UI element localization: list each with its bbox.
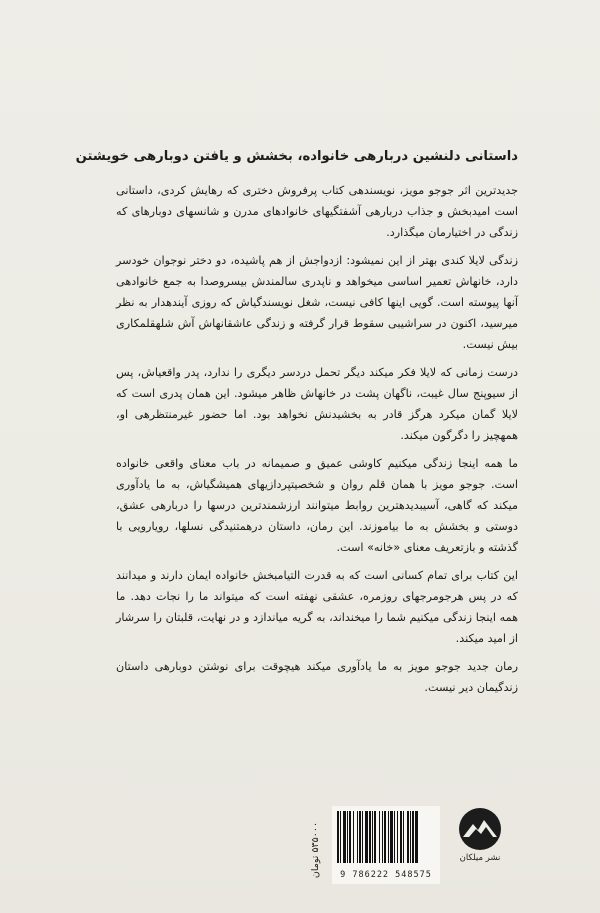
mountain-logo-icon [458, 807, 502, 851]
barcode-bars-icon [335, 809, 437, 865]
blurb-paragraph-4: ما همه اینجا زندگی میکنیم کاوشی عمیق و صمیمانه در باب معنای واقعی خانواده است. جوجو مویز با همان قلم روان و شخصیتپردازیهای همیشگیاش، به ما یادآوری میکند که گاهی، آسیبدیدهترین روابط میتوانند ارزشمندترین درسها را دربارهی عشق، دوستی و بخشش به ما بیاموزند. این رمان، داستان درهمتنیدگی نسلها، رویارویی با گذشته و بازتعریف معنای «خانه» است. [116, 457, 518, 554]
blurb-paragraph-5: این کتاب برای تمام کسانی است که به قدرت التیامبخش خانواده ایمان دارند و میدانند که در پس هرجومرجهای روزمره، عشقی نهفته است که میتواند ما را نجات دهد. ما همه اینجا زندگی میکنیم شما را میخنداند، به گریه میاندازد و در نهایت، قلبتان را سرشار از امید میکند. [116, 569, 518, 645]
blurb-paragraph-6: رمان جدید جوجو مویز به ما یادآوری میکند هیچوقت برای نوشتن دوبارهی داستان زندگیمان دیر نیست. [116, 660, 518, 694]
blurb [75, 148, 518, 705]
publisher-label: نشر میلکان [459, 853, 501, 863]
price: ۵۳۵۰۰۰ تومان [310, 821, 321, 879]
barcode [332, 806, 440, 884]
blurb-paragraph-2: زندگی لایلا کندی بهتر از این نمیشود: ازدواجش از هم پاشیده، دو دختر نوجوان خودسر دارد، خانهاش تعمیر اساسی میخواهد و ناپدری سالمندش بیسروصدا به جمع خانوادهی آنها پیوسته است. گویی اینها کافی نیست، شغل نویسندگیاش که روزی آیندهدار به نظر میرسید، اکنون در سراشیبی سقوط قرار گرفته و زندگی عاشقانهاش آش شلهقلمکاری بیش نیست. [116, 254, 518, 351]
barcode-number: 9 786222 548575 [340, 870, 432, 880]
headline: داستانی دلنشین دربارهی خانواده، بخشش و یافتن دوبارهی خویشتن [75, 149, 518, 164]
blurb-paragraph-3: درست زمانی که لایلا فکر میکند دیگر تحمل دردسر دیگری را ندارد، پدر واقعیاش، پس از سیوپنج سال غیبت، ناگهان پشت در خانهاش ظاهر میشود. این همان پدری است که لایلا گمان میکرد هرگز قادر به بخشیدنش نخواهد بود. اما حضور غیرمنتظرهی او، همهچیز را دگرگون میکند. [116, 366, 518, 442]
publisher-logo [455, 807, 505, 863]
blurb-paragraph-1: جدیدترین اثر جوجو مویز، نویسندهی کتاب پرفروش دختری که رهایش کردی، داستانی است امیدبخش و جذاب دربارهی آشفتگیهای خانوادهای مدرن و شانسهای دوبارهای که زندگی در اختیارمان میگذارد. [116, 184, 518, 239]
